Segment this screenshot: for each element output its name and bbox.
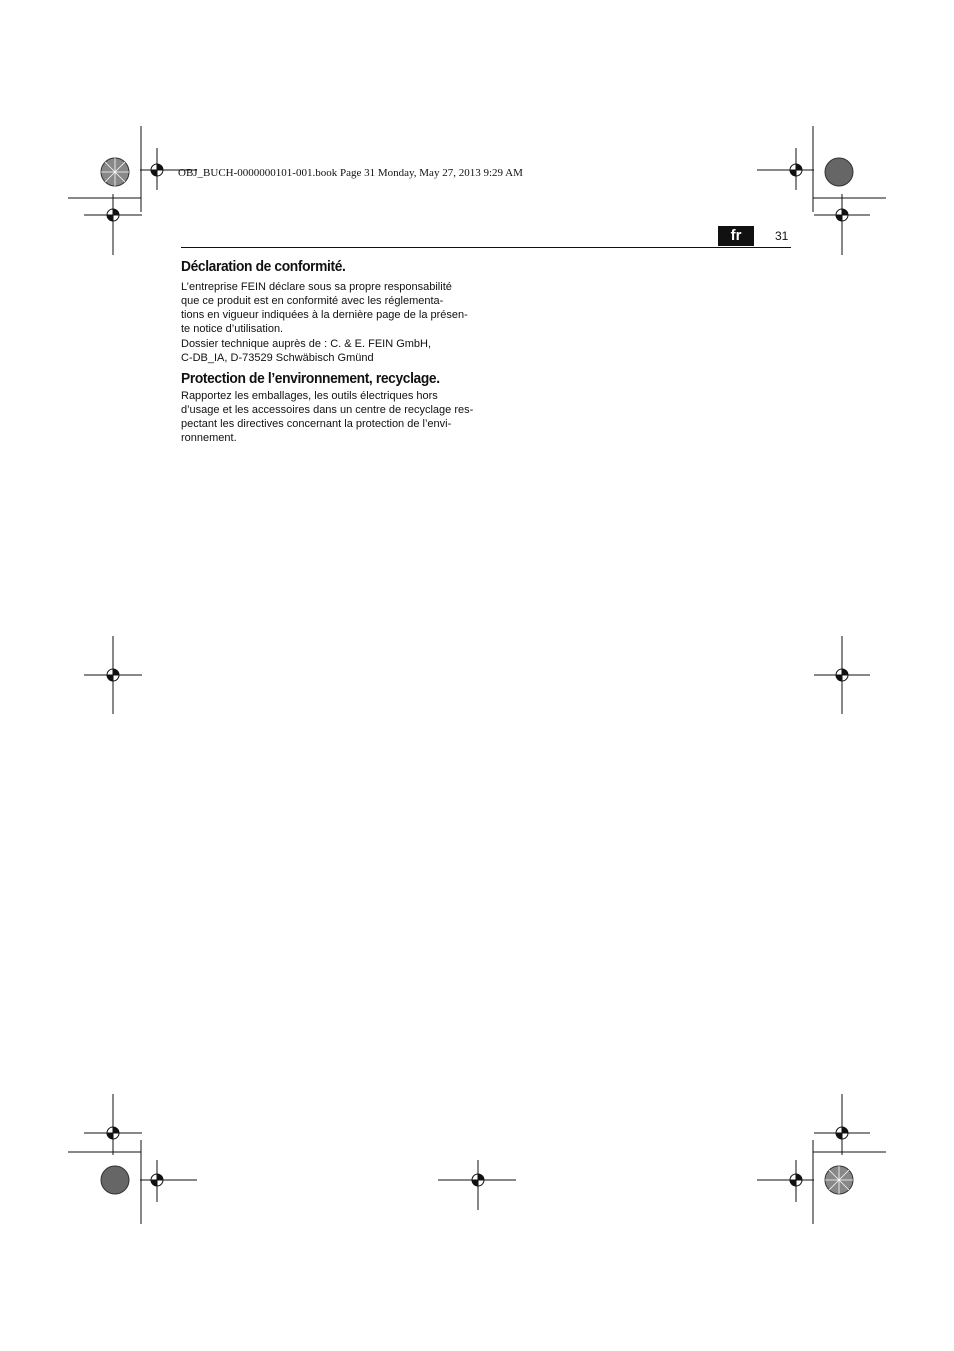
text-line: te notice d’utilisation. xyxy=(181,323,284,335)
language-tab: fr xyxy=(718,226,754,246)
book-header-info: OBJ_BUCH-0000000101-001.book Page 31 Monday, May 27, 2013 9:29 AM xyxy=(178,167,523,179)
section-title: Protection de l’environnement, recyclage. xyxy=(181,370,440,387)
section-environment xyxy=(181,370,481,445)
text-line: que ce produit est en conformité avec les réglementa- xyxy=(181,295,444,307)
text-line: L’entreprise FEIN déclare sous sa propre responsabilité xyxy=(181,281,452,293)
paragraph xyxy=(181,337,481,365)
page-number: 31 xyxy=(775,229,789,243)
text-line: tions en vigueur indiquées à la dernière page de la présen- xyxy=(181,309,468,321)
text-line: pectant les directives concernant la protection de l’envi- xyxy=(181,418,452,430)
header-rule xyxy=(181,247,791,248)
section-title: Déclaration de conformité. xyxy=(181,258,346,275)
section-conformity xyxy=(181,258,481,365)
text-line: ronnement. xyxy=(181,432,237,444)
text-line: C-DB_IA, D-73529 Schwäbisch Gmünd xyxy=(181,352,374,364)
text-line: Dossier technique auprès de : C. & E. FEIN GmbH, xyxy=(181,338,432,350)
text-line: d’usage et les accessoires dans un centre de recyclage res- xyxy=(181,404,474,416)
text-line: Rapportez les emballages, les outils électriques hors xyxy=(181,390,438,402)
paragraph xyxy=(181,389,481,445)
paragraph xyxy=(181,280,481,336)
